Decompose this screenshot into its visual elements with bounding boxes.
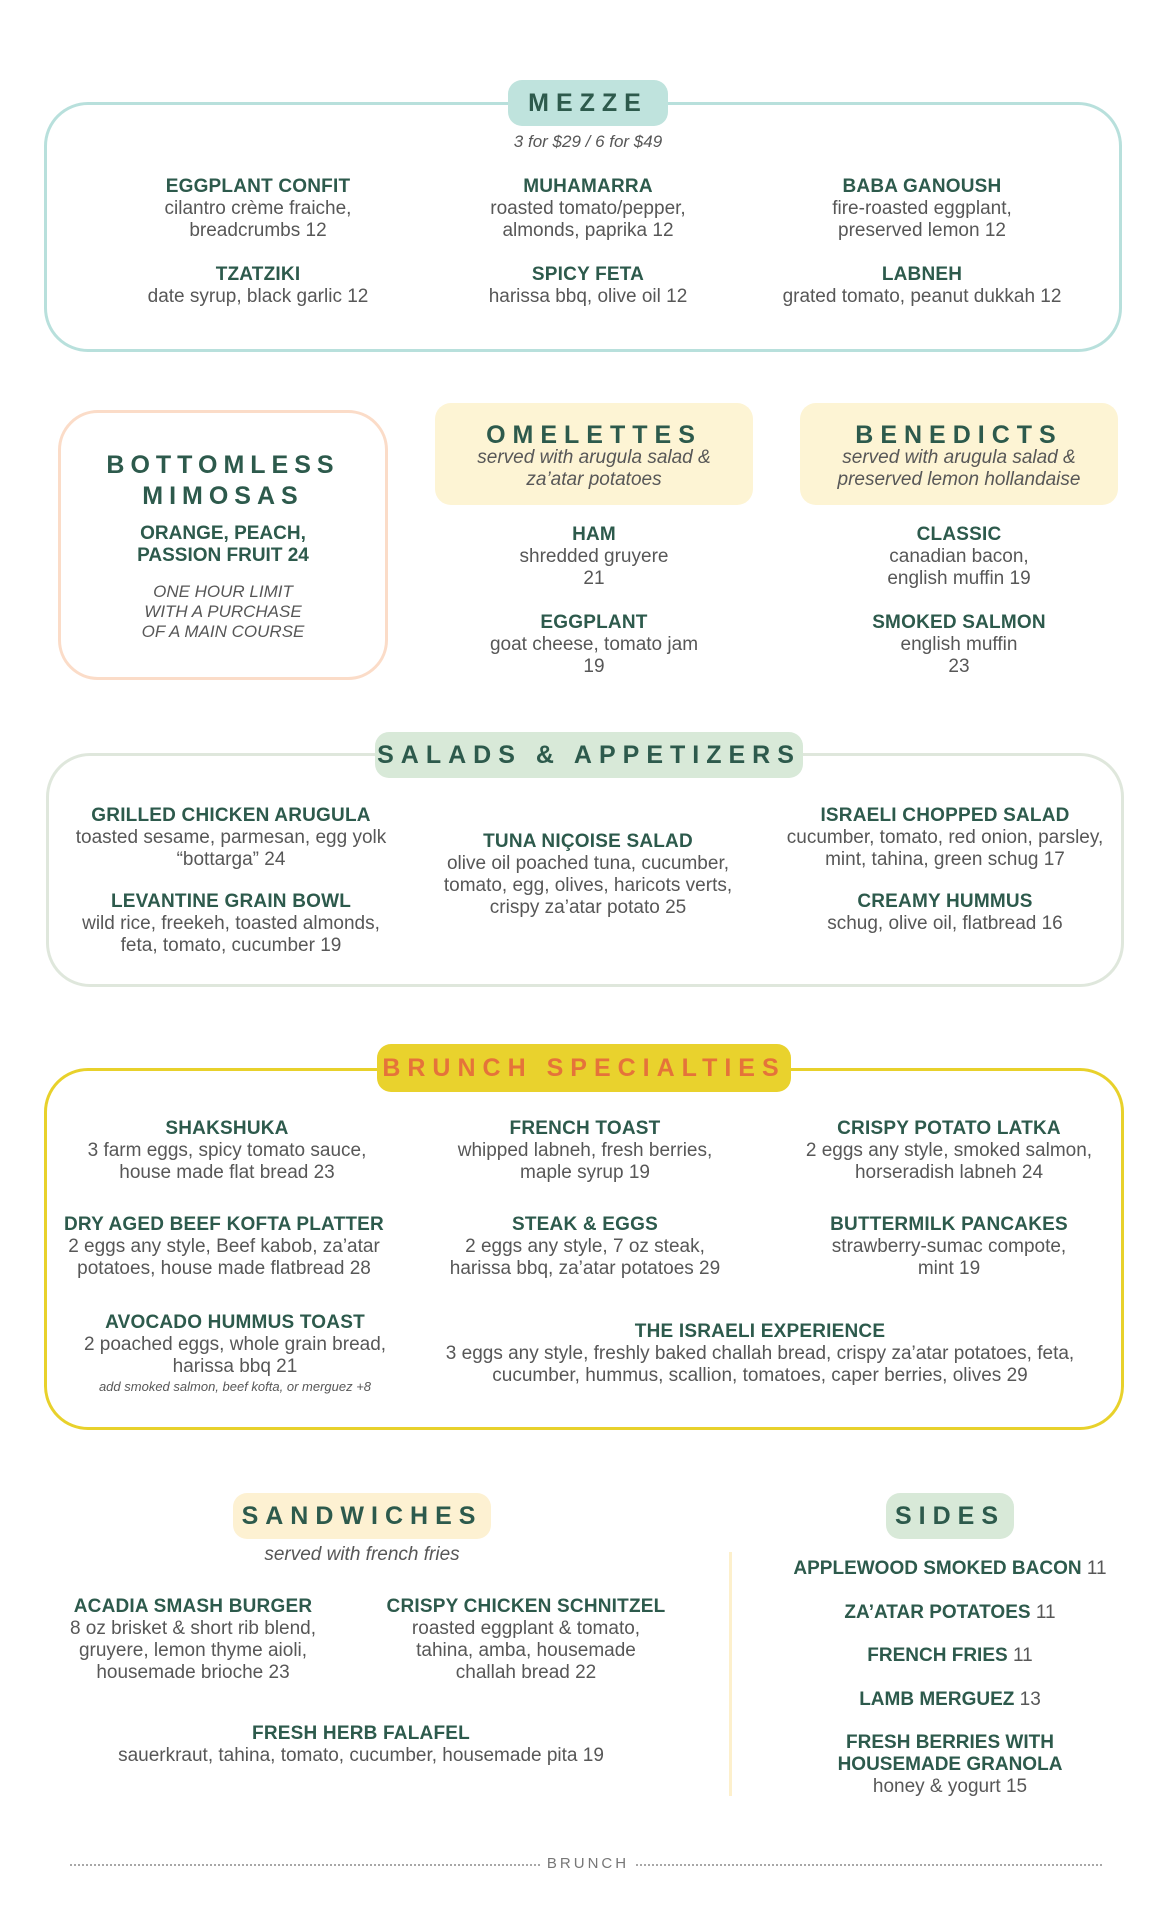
- item-name: FRESH HERB FALAFEL: [252, 1723, 470, 1744]
- item-desc: breadcrumbs 12: [189, 220, 327, 241]
- mimosas-note-line: ONE HOUR LIMIT: [153, 582, 293, 601]
- side-item: [790, 1558, 1110, 1580]
- item-name: SHAKSHUKA: [165, 1118, 289, 1139]
- item-desc: 2 eggs any style, smoked salmon,: [805, 1140, 1093, 1161]
- item-desc: mint 19: [917, 1258, 981, 1279]
- subtitle-line: za’atar potatoes: [526, 469, 662, 490]
- item-name: LEVANTINE GRAIN BOWL: [110, 891, 352, 912]
- side-item: [790, 1732, 1110, 1798]
- item-desc: tahina, amba, housemade: [416, 1640, 636, 1661]
- sandwich-item: [58, 1596, 328, 1684]
- mimosas-flavors-line: PASSION FRUIT 24: [137, 545, 309, 566]
- mimosas-note: [58, 582, 388, 642]
- item-name: SMOKED SALMON: [872, 612, 1046, 633]
- mezze-item: [757, 264, 1087, 308]
- brunch-title: BRUNCH SPECIALTIES: [377, 1044, 791, 1092]
- item-note: add smoked salmon, beef kofta, or merguez +8: [98, 1379, 372, 1394]
- mimosas-title: [58, 450, 388, 512]
- subtitle-line: served with arugula salad &: [477, 447, 711, 468]
- item-desc: housemade brioche 23: [96, 1662, 290, 1683]
- item-name: DRY AGED BEEF KOFTA PLATTER: [64, 1214, 384, 1235]
- item-name: THE ISRAELI EXPERIENCE: [634, 1321, 886, 1342]
- item-desc: roasted eggplant & tomato,: [411, 1618, 641, 1639]
- item-name: EGGPLANT CONFIT: [165, 176, 351, 197]
- side-name: FRENCH FRIES: [867, 1645, 1008, 1666]
- benedicts-subtitle: [800, 447, 1118, 491]
- brunch-item: [420, 1321, 1100, 1387]
- brunch-item: [784, 1214, 1114, 1280]
- item-desc: cucumber, hummus, scallion, tomatoes, caper berries, olives 29: [492, 1365, 1028, 1386]
- item-desc: “bottarga” 24: [176, 849, 286, 870]
- brunch-item: [62, 1118, 392, 1184]
- item-desc: strawberry-sumac compote,: [831, 1236, 1067, 1257]
- mezze-item: [438, 264, 738, 308]
- item-desc: grated tomato, peanut dukkah 12: [782, 286, 1062, 307]
- brunch-item: [62, 1312, 408, 1396]
- item-desc: 2 eggs any style, 7 oz steak,: [465, 1236, 705, 1257]
- item-desc: date syrup, black garlic 12: [147, 286, 369, 307]
- item-desc: 19: [583, 656, 605, 677]
- item-name: LABNEH: [881, 264, 963, 285]
- item-desc: fire-roasted eggplant,: [832, 198, 1012, 219]
- column-divider: [729, 1552, 732, 1796]
- brunch-item: [420, 1118, 750, 1184]
- item-name: TZATZIKI: [215, 264, 301, 285]
- item-name: ACADIA SMASH BURGER: [73, 1596, 313, 1617]
- salads-title: SALADS & APPETIZERS: [375, 732, 803, 778]
- item-desc: roasted tomato/pepper,: [490, 198, 686, 219]
- mezze-item: [108, 264, 408, 308]
- item-name: TUNA NIÇOISE SALAD: [483, 831, 693, 852]
- mimosas-flavors: [58, 523, 388, 567]
- item-desc: harissa bbq, olive oil 12: [488, 286, 688, 307]
- item-desc: almonds, paprika 12: [502, 220, 674, 241]
- item-desc: english muffin: [900, 634, 1018, 655]
- item-desc: maple syrup 19: [520, 1162, 650, 1183]
- omelette-item: [435, 524, 753, 590]
- mezze-item: [108, 176, 408, 242]
- omelettes-title: OMELETTES: [486, 421, 702, 449]
- item-desc: potatoes, house made flatbread 28: [77, 1258, 371, 1279]
- side-name: FRESH BERRIES WITH: [846, 1732, 1054, 1753]
- item-name: CRISPY POTATO LATKA: [837, 1118, 1061, 1139]
- item-desc: 3 eggs any style, freshly baked challah bread, crispy za’atar potatoes, feta,: [445, 1343, 1075, 1364]
- sandwiches-title: SANDWICHES: [233, 1493, 491, 1539]
- item-desc: goat cheese, tomato jam: [489, 634, 699, 655]
- item-desc: wild rice, freekeh, toasted almonds,: [82, 913, 380, 934]
- brunch-item: [54, 1214, 394, 1280]
- item-desc: tomato, egg, olives, haricots verts,: [443, 875, 733, 896]
- mezze-subtitle: 3 for $29 / 6 for $49: [513, 132, 663, 151]
- item-name: EGGPLANT: [540, 612, 648, 633]
- item-desc: olive oil poached tuna, cucumber,: [446, 853, 729, 874]
- item-desc: house made flat bread 23: [119, 1162, 335, 1183]
- footer-label: BRUNCH: [546, 1855, 630, 1872]
- side-name: APPLEWOOD SMOKED BACON: [793, 1558, 1082, 1579]
- sandwich-item: [376, 1596, 676, 1684]
- side-desc: honey & yogurt 15: [872, 1776, 1028, 1797]
- item-desc: canadian bacon,: [889, 546, 1029, 567]
- side-name: HOUSEMADE GRANOLA: [837, 1754, 1063, 1775]
- item-desc: schug, olive oil, flatbread 16: [827, 913, 1063, 934]
- side-price: 11: [1086, 1558, 1107, 1579]
- item-desc: 3 farm eggs, spicy tomato sauce,: [87, 1140, 367, 1161]
- mimosas-title-line: MIMOSAS: [142, 482, 304, 510]
- mimosas-flavors-line: ORANGE, PEACH,: [140, 523, 306, 544]
- side-name: ZA’ATAR POTATOES: [844, 1602, 1031, 1623]
- brunch-item: [420, 1214, 750, 1280]
- salad-item: [770, 891, 1120, 935]
- sides-title: SIDES: [886, 1493, 1014, 1539]
- footer-rule-right: [636, 1864, 1102, 1866]
- side-item: [790, 1602, 1110, 1624]
- item-name: STEAK & EGGS: [512, 1214, 658, 1235]
- item-name: MUHAMARRA: [523, 176, 653, 197]
- benedict-item: [800, 612, 1118, 678]
- benedict-item: [800, 524, 1118, 590]
- item-desc: 2 poached eggs, whole grain bread,: [83, 1334, 387, 1355]
- salad-item: [56, 805, 406, 871]
- side-name: LAMB MERGUEZ: [859, 1689, 1015, 1710]
- item-name: CRISPY CHICKEN SCHNITZEL: [386, 1596, 666, 1617]
- item-desc: 8 oz brisket & short rib blend,: [69, 1618, 317, 1639]
- omelette-item: [435, 612, 753, 678]
- side-item: [790, 1645, 1110, 1667]
- item-desc: 23: [948, 656, 970, 677]
- item-desc: english muffin 19: [887, 568, 1031, 589]
- item-desc: sauerkraut, tahina, tomato, cucumber, housemade pita 19: [118, 1745, 604, 1766]
- mimosas-title-line: BOTTOMLESS: [106, 451, 340, 479]
- item-desc: cilantro crème fraiche,: [164, 198, 352, 219]
- item-name: HAM: [572, 524, 616, 545]
- subtitle-line: served with arugula salad &: [842, 447, 1076, 468]
- item-desc: harissa bbq 21: [172, 1356, 298, 1377]
- side-price: 11: [1035, 1602, 1056, 1623]
- item-name: BUTTERMILK PANCAKES: [830, 1214, 1068, 1235]
- omelettes-subtitle: [435, 447, 753, 491]
- item-desc: toasted sesame, parmesan, egg yolk: [75, 827, 387, 848]
- item-desc: shredded gruyere: [519, 546, 669, 567]
- mezze-item: [772, 176, 1072, 242]
- mezze-title: MEZZE: [508, 80, 668, 126]
- item-name: SPICY FETA: [531, 264, 645, 285]
- item-name: CREAMY HUMMUS: [857, 891, 1033, 912]
- sandwiches-subtitle: served with french fries: [264, 1544, 460, 1565]
- mimosas-note-line: OF A MAIN COURSE: [141, 622, 305, 641]
- benedicts-title: BENEDICTS: [855, 421, 1063, 449]
- item-desc: harissa bbq, za’atar potatoes 29: [449, 1258, 721, 1279]
- item-name: ISRAELI CHOPPED SALAD: [820, 805, 1070, 826]
- item-desc: gruyere, lemon thyme aioli,: [78, 1640, 308, 1661]
- item-name: FRENCH TOAST: [509, 1118, 661, 1139]
- item-desc: feta, tomato, cucumber 19: [120, 935, 342, 956]
- item-desc: preserved lemon 12: [838, 220, 1006, 241]
- item-name: CLASSIC: [916, 524, 1002, 545]
- item-name: AVOCADO HUMMUS TOAST: [105, 1312, 365, 1333]
- item-desc: 21: [583, 568, 605, 589]
- mezze-item: [438, 176, 738, 242]
- side-price: 13: [1019, 1689, 1041, 1710]
- item-desc: cucumber, tomato, red onion, parsley,: [786, 827, 1104, 848]
- side-price: 11: [1012, 1645, 1033, 1666]
- item-name: GRILLED CHICKEN ARUGULA: [91, 805, 371, 826]
- item-desc: 2 eggs any style, Beef kabob, za’atar: [68, 1236, 380, 1257]
- brunch-item: [784, 1118, 1114, 1184]
- item-desc: crispy za’atar potato 25: [489, 897, 687, 918]
- salad-item: [770, 805, 1120, 871]
- side-item: [790, 1689, 1110, 1711]
- item-desc: mint, tahina, green schug 17: [825, 849, 1065, 870]
- footer-rule-left: [70, 1864, 540, 1866]
- salad-item: [56, 891, 406, 957]
- item-desc: challah bread 22: [455, 1662, 597, 1683]
- sandwich-item: [76, 1723, 646, 1767]
- mimosas-note-line: WITH A PURCHASE: [144, 602, 302, 621]
- item-name: BABA GANOUSH: [842, 176, 1002, 197]
- item-desc: whipped labneh, fresh berries,: [457, 1140, 713, 1161]
- salad-item: [413, 831, 763, 919]
- subtitle-line: preserved lemon hollandaise: [837, 469, 1081, 490]
- item-desc: horseradish labneh 24: [854, 1162, 1044, 1183]
